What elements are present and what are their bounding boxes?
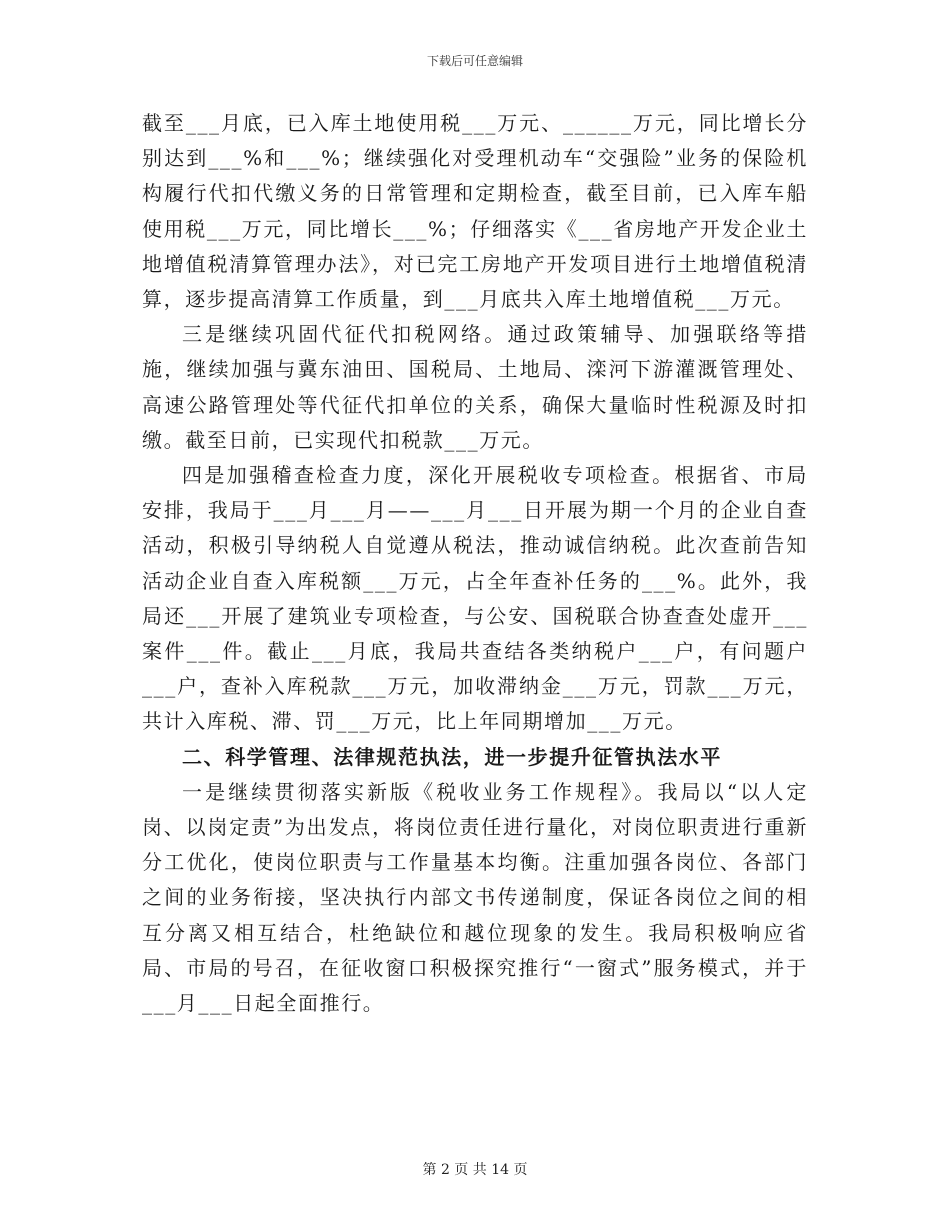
paragraph-work-rules: 一是继续贯彻落实新版《税收业务工作规程》。我局以“以人定岗、以岗定责”为出发点，将岗位责任进行量化，对岗位职责进行重新分工优化，使岗位职责与工作量基本均衡。注重加强各岗位、各部门之间的业务衔接，坚决执行内部文书传递制度，保证各岗位之间的相互分离又相互结合，杜绝缺位和越位现象的发生。我局积极响应省局、市局的号召，在征收窗口积极探究推行“一窗式”服务模式，并于___月___日起全面推行。 bbox=[142, 779, 808, 1016]
document-body bbox=[142, 106, 808, 1021]
page-number: 第 2 页 共 14 页 bbox=[422, 1162, 528, 1178]
paragraph-continuation: 截至___月底，已入库土地使用税___万元、______万元，同比增长分别达到___%和___%；继续强化对受理机动车“交强险”业务的保险机构履行代扣代缴义务的日常管理和定期检查，截至目前，已入库车船使用税___万元，同比增长___%；仔细落实《___省房地产开发企业土地增值税清算管理办法》，对已完工房地产开发项目进行土地增值税清算，逐步提高清算工作质量，到___月底共入库土地增值税___万元。 bbox=[142, 111, 808, 312]
paragraph-inspection: 四是加强稽查检查力度，深化开展税收专项检查。根据省、市局安排，我局于___月___月——___月___日开展为期一个月的企业自查活动，积极引导纳税人自觉遵从税法，推动诚信纳税。此次查前告知活动企业自查入库税额___万元，占全年查补任务的___%。此外，我局还___开展了建筑业专项检查，与公安、国税联合协查查处虚开___案件___件。截止___月底，我局共查结各类纳税户___户，有问题户___户，查补入库税款___万元，加收滞纳金___万元，罚款___万元，共计入库税、滞、罚___万元，比上年同期增加___万元。 bbox=[142, 463, 808, 734]
paragraph-tax-network: 三是继续巩固代征代扣税网络。通过政策辅导、加强联络等措施，继续加强与冀东油田、国税局、土地局、滦河下游灌溉管理处、高速公路管理处等代征代扣单位的关系，确保大量临时性税源及时扣缴。截至日前，已实现代扣税款___万元。 bbox=[142, 322, 808, 452]
page-header: 下载后可任意编辑 bbox=[426, 54, 523, 68]
section-heading: 二、科学管理、法律规范执法，进一步提升征管执法水平 bbox=[182, 744, 722, 769]
